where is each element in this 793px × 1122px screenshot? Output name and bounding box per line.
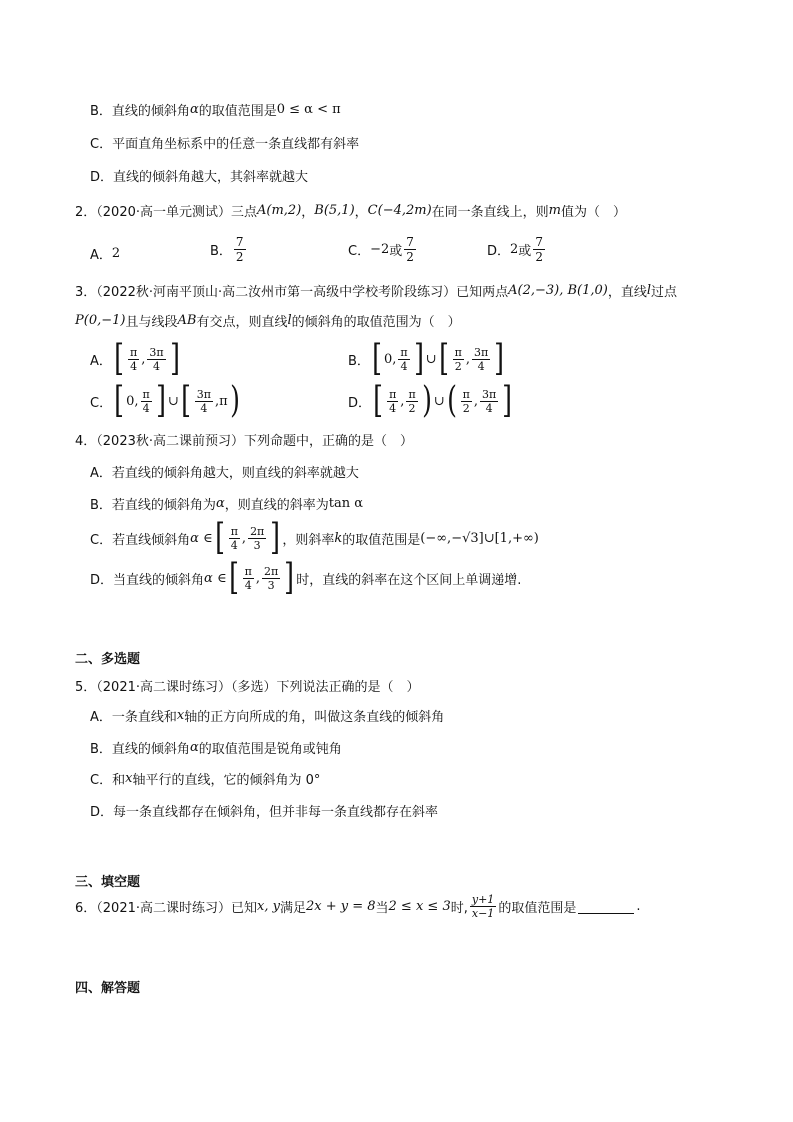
- separator: ，: [301, 205, 315, 220]
- math-expr: α ∈: [204, 570, 227, 586]
- q4-stem: [75, 430, 413, 449]
- option-text: 时，直线的斜率在这个区间上单调递增.: [296, 572, 522, 588]
- option-text: 若直线的倾斜角为: [111, 498, 216, 513]
- math-expr: tan α: [328, 496, 363, 511]
- option-text: 一条直线和: [111, 710, 177, 725]
- question-text: 且与线段: [125, 315, 178, 330]
- section-title-multi-choice: [75, 648, 140, 667]
- union-symbol: ∪: [433, 393, 445, 409]
- q3-option-b: [348, 338, 506, 379]
- q6-stem: [75, 894, 640, 919]
- question-text: 的倾斜角的取值范围为（ ）: [291, 315, 461, 330]
- question-text: 时,: [450, 901, 468, 916]
- q3-option-d: [348, 380, 514, 421]
- fraction: $\frac{\pi}{4}$: [129, 345, 138, 373]
- question-text: 满足: [279, 901, 306, 916]
- option-label: D．: [348, 395, 372, 411]
- option-label: A．: [90, 248, 112, 263]
- math-expr: (−∞,−√3]∪[1,+∞): [420, 530, 539, 546]
- option-label: D．: [90, 805, 114, 820]
- question-text: .: [636, 899, 641, 914]
- option-text: 当直线的倾斜角: [113, 572, 205, 588]
- points-ab: A(2,−3), B(1,0): [508, 283, 608, 298]
- section-title: 二、多选题: [75, 652, 141, 667]
- section-title: 四、解答题: [75, 981, 141, 996]
- interval: [ $\frac{\pi}{4}$ , $\frac{\pi}{2}$ ): [373, 380, 432, 421]
- fraction: $\frac{\pi}{4}$: [400, 345, 408, 373]
- question-text: 有交点，则直线: [196, 315, 288, 330]
- option-text: 轴的正方向所成的角，叫做这条直线的倾斜角: [184, 710, 445, 725]
- q4-option-c: [90, 517, 539, 558]
- var-l: l: [646, 283, 652, 298]
- fraction: $\frac{3\pi}{4}$: [149, 345, 164, 373]
- option-label: A．: [90, 353, 112, 369]
- q5-option-a: [90, 706, 444, 725]
- alpha-symbol: α: [215, 496, 225, 511]
- option-text: ，则直线的斜率为: [224, 498, 329, 513]
- q2-option-a: [90, 244, 120, 263]
- option-text: ，则斜率: [282, 532, 335, 548]
- option-value: 2: [111, 246, 121, 261]
- answer-blank[interactable]: [578, 899, 634, 914]
- fraction: $\frac{3\pi}{4}$: [482, 387, 497, 415]
- q3-option-a: [90, 338, 182, 379]
- option-text: 的取值范围是: [198, 104, 277, 119]
- option-label: B．: [90, 104, 112, 119]
- var-xy: x, y: [257, 899, 280, 914]
- union-symbol: ∪: [425, 351, 437, 367]
- fraction: $\frac{\pi}{4}$: [142, 387, 150, 415]
- question-text: 6．（2021·高二课时练习）已知: [75, 901, 257, 916]
- math-expr: α ∈: [190, 530, 213, 546]
- question-text: 4．（2023秋·高二课前预习）下列命题中，正确的是（ ）: [75, 434, 413, 449]
- or-text: 或: [389, 244, 403, 259]
- option-text: 每一条直线都存在倾斜角，但并非每一条直线都存在斜率: [113, 805, 439, 820]
- q2-option-d: [487, 236, 547, 263]
- q5-stem: [75, 676, 420, 695]
- fraction: $\frac{\pi}{4}$: [230, 524, 238, 552]
- option-text: 的取值范围是锐角或钝角: [198, 742, 342, 757]
- separator: ，: [354, 205, 368, 220]
- fraction: $\frac{7}{2}$: [235, 235, 244, 264]
- option-label: B．: [90, 498, 112, 513]
- option-text: 直线的倾斜角越大，其斜率就越大: [113, 170, 309, 185]
- section-title-solution: [75, 977, 140, 996]
- q5-option-d: [90, 801, 438, 820]
- var-k: k: [334, 530, 343, 546]
- interval: [ $\frac{\pi}{4}$ , $\frac{2\pi}{3}$ ]: [214, 517, 281, 558]
- option-label: D．: [487, 244, 511, 259]
- question-text: 3．（2022秋·河南平顶山·高二汝州市第一高级中学校考阶段练习）已知两点: [75, 285, 509, 300]
- math-expr: 0 ≤ α < π: [276, 102, 341, 117]
- section-title-fill-blank: [75, 871, 140, 890]
- option-value: −2: [370, 242, 390, 257]
- option-text: 轴平行的直线，它的倾斜角为 0°: [132, 773, 321, 788]
- q5-option-b: [90, 738, 342, 757]
- fraction: $\frac{\pi}{4}$: [244, 564, 252, 592]
- question-text: 在同一条直线上，则: [431, 205, 549, 220]
- interval: [ $\frac{\pi}{4}$ , $\frac{2\pi}{3}$ ]: [228, 557, 295, 598]
- var-m: m: [548, 203, 561, 218]
- option-label: C．: [90, 532, 113, 548]
- interval: [ $\frac{\pi}{2}$ , $\frac{3\pi}{4}$ ]: [438, 338, 505, 379]
- question-text: 值为（ ）: [561, 205, 627, 220]
- option-text: 直线的倾斜角: [111, 104, 190, 119]
- q3-stem-line1: [75, 281, 677, 300]
- option-text: 若直线的倾斜角越大，则直线的斜率就越大: [111, 466, 359, 481]
- var-l: l: [287, 313, 292, 328]
- option-label: C．: [90, 137, 113, 152]
- interval: [ $\frac{\pi}{4}$ , $\frac{3\pi}{4}$ ]: [114, 338, 180, 379]
- option-label: D．: [90, 572, 114, 588]
- q2-option-b: [210, 236, 248, 263]
- q4-option-b: [90, 494, 363, 513]
- question-text: ，直线: [607, 285, 647, 300]
- interval: ( $\frac{\pi}{2}$ , $\frac{3\pi}{4}$ ]: [446, 380, 513, 421]
- question-text: 过点: [651, 285, 678, 300]
- fraction: $\frac{2\pi}{3}$: [264, 564, 279, 592]
- math-expr: 2x + y = 8: [305, 899, 376, 914]
- option-label: C．: [90, 395, 113, 411]
- fraction: $\frac{\pi}{2}$: [454, 345, 462, 373]
- option-label: C．: [90, 773, 113, 788]
- fraction: $\frac{\pi}{2}$: [462, 387, 470, 415]
- option-value: 2: [510, 242, 519, 257]
- interval: [ 0 , $\frac{\pi}{4}$ ]: [114, 380, 166, 421]
- point-a: A(m,2): [257, 203, 302, 218]
- alpha-symbol: α: [189, 102, 199, 117]
- fraction: $\frac{3\pi}{4}$: [196, 387, 212, 415]
- option-label: B．: [90, 742, 112, 757]
- math-expr: 2 ≤ x ≤ 3: [388, 899, 451, 914]
- q3-option-c: [90, 380, 242, 421]
- option-text: 直线的倾斜角: [111, 742, 190, 757]
- point-c: C(−4,2m): [367, 203, 432, 218]
- q5-option-c: [90, 769, 320, 788]
- option-label: D．: [90, 170, 114, 185]
- or-text: 或: [518, 244, 532, 259]
- section-title: 三、填空题: [75, 875, 141, 890]
- union-symbol: ∪: [167, 393, 179, 409]
- option-text: 若直线倾斜角: [112, 532, 191, 548]
- option-label: B．: [348, 353, 370, 369]
- fraction: $\frac{7}{2}$: [406, 235, 414, 264]
- option-text: 的取值范围是: [342, 532, 421, 548]
- question-text: 5．（2021·高二课时练习）（多选）下列说法正确的是（ ）: [75, 680, 420, 695]
- fraction: $\frac{2\pi}{3}$: [250, 524, 265, 552]
- option-text: 和: [112, 773, 126, 788]
- fraction: $\frac{y+1}{x-1}$: [471, 893, 495, 920]
- alpha-symbol: α: [189, 740, 199, 755]
- q2-option-c: [348, 236, 418, 263]
- question-text: 2．（2020·高一单元测试）三点: [75, 205, 257, 220]
- question-text: 当: [375, 901, 389, 916]
- interval: [ 0 , $\frac{\pi}{4}$ ]: [372, 338, 424, 379]
- q4-option-a: [90, 462, 359, 481]
- q1-option-b: [90, 100, 341, 119]
- q2-stem: [75, 201, 626, 220]
- fraction: $\frac{\pi}{4}$: [389, 387, 397, 415]
- point-b: B(5,1): [314, 203, 355, 218]
- option-label: A．: [90, 466, 112, 481]
- fraction: $\frac{\pi}{2}$: [408, 387, 416, 415]
- q1-option-c: [90, 133, 359, 152]
- var-x: x: [125, 771, 133, 786]
- segment-ab: AB: [177, 313, 197, 328]
- q3-stem-line2: [75, 311, 461, 330]
- q1-option-d: [90, 166, 308, 185]
- question-text: 的取值范围是: [498, 901, 577, 916]
- option-label: A．: [90, 710, 112, 725]
- option-text: 平面直角坐标系中的任意一条直线都有斜率: [112, 137, 360, 152]
- interval: [ $\frac{3\pi}{4}$ , π ): [180, 380, 240, 421]
- q4-option-d: [90, 557, 522, 598]
- point-p: P(0,−1): [75, 313, 126, 328]
- var-x: x: [176, 708, 185, 723]
- option-label: C．: [348, 244, 371, 259]
- fraction: $\frac{3\pi}{4}$: [474, 345, 489, 373]
- option-label: B．: [210, 244, 232, 259]
- fraction: $\frac{7}{2}$: [535, 235, 543, 264]
